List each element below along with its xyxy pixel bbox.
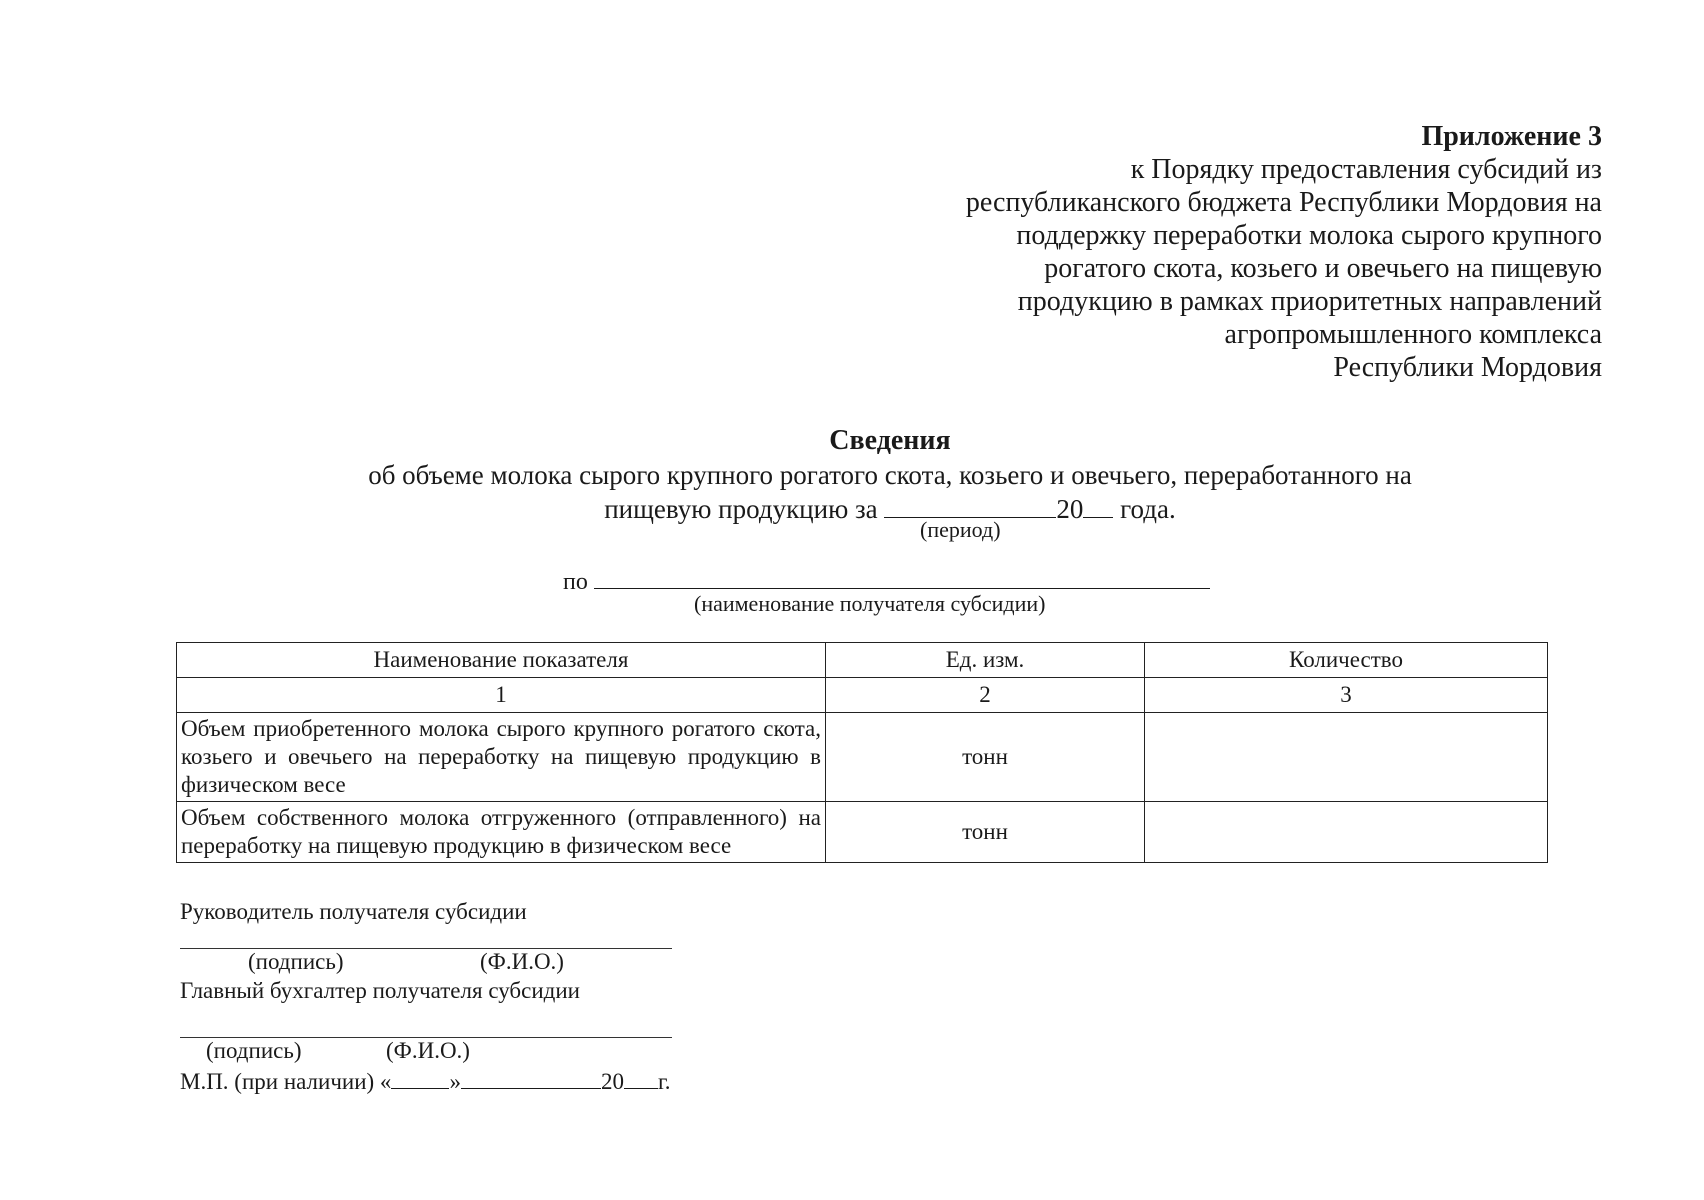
accountant-signature-line[interactable] xyxy=(180,1015,672,1038)
column-number: 3 xyxy=(1145,678,1548,713)
stamp-year: 20 xyxy=(600,1069,624,1094)
table-number-row xyxy=(177,678,1548,713)
row-quantity-cell[interactable] xyxy=(1145,802,1548,863)
stamp-suffix: г. xyxy=(657,1069,671,1094)
stamp-month-blank[interactable] xyxy=(461,1066,601,1089)
appendix-line: агропромышленного комплекса xyxy=(1224,319,1602,350)
row-unit: тонн xyxy=(826,802,1145,863)
head-signature-captions xyxy=(180,949,672,977)
appendix-line: республиканского бюджета Республики Мордовия на xyxy=(965,187,1602,218)
appendix-line: к Порядку предоставления субсидий из xyxy=(1130,154,1602,185)
accountant-label: Главный бухгалтер получателя субсидии xyxy=(180,978,580,1003)
stamp-mid: » xyxy=(449,1069,461,1094)
appendix-line: рогатого скота, козьего и овечьего на пищевую xyxy=(1044,253,1602,284)
year-blank[interactable] xyxy=(1083,495,1113,518)
document-heading xyxy=(300,424,1480,526)
stamp-line xyxy=(180,1066,672,1094)
appendix-title: Приложение 3 xyxy=(1421,121,1602,152)
row-indicator-name: Объем приобретенного молока сырого крупного рогатого скота, козьего и овечьего на переработку на пищевую продукцию в физическом весе xyxy=(177,713,826,802)
recipient-caption: (наименование получателя субсидии) xyxy=(694,591,1046,616)
accountant-name-caption: (Ф.И.О.) xyxy=(386,1038,470,1063)
signatures-block xyxy=(180,898,672,1094)
appendix-line: Республики Мордовия xyxy=(1333,352,1602,383)
row-indicator-name: Объем собственного молока отгруженного (отправленного) на переработку на пищевую продукцию в физическом весе xyxy=(177,802,826,863)
recipient-blank[interactable] xyxy=(594,566,1210,589)
head-sign-caption: (подпись) xyxy=(248,949,344,974)
header-quantity: Количество xyxy=(1145,643,1548,678)
appendix-line: поддержку переработки молока сырого крупного xyxy=(1016,220,1602,251)
heading-line-1: об объеме молока сырого крупного рогатого скота, козьего и овечьего, переработанного на xyxy=(368,460,1412,490)
heading-period-suffix: года. xyxy=(1120,494,1176,524)
head-label: Руководитель получателя субсидии xyxy=(180,899,527,924)
head-name-caption: (Ф.И.О.) xyxy=(480,949,564,974)
header-indicator: Наименование показателя xyxy=(177,643,826,678)
period-caption: (период) xyxy=(920,517,1001,542)
heading-year: 20 xyxy=(1056,494,1084,524)
appendix-line: продукцию в рамках приоритетных направлений xyxy=(1017,286,1602,317)
heading-period-prefix: пищевую продукцию за xyxy=(604,494,878,524)
table-row xyxy=(177,713,1548,802)
row-unit: тонн xyxy=(826,713,1145,802)
stamp-year-blank[interactable] xyxy=(624,1066,658,1089)
accountant-sign-caption: (подпись) xyxy=(206,1038,302,1063)
period-blank[interactable] xyxy=(884,495,1056,518)
stamp-prefix: М.П. (при наличии) « xyxy=(180,1069,392,1094)
column-number: 1 xyxy=(177,678,826,713)
table-header-row xyxy=(177,643,1548,678)
column-number: 2 xyxy=(826,678,1145,713)
header-unit: Ед. изм. xyxy=(826,643,1145,678)
stamp-day-blank[interactable] xyxy=(391,1066,449,1089)
accountant-signature-captions xyxy=(180,1038,672,1066)
data-table xyxy=(176,642,1548,863)
head-signature-line[interactable] xyxy=(180,926,672,949)
row-quantity-cell[interactable] xyxy=(1145,713,1548,802)
table-row xyxy=(177,802,1548,863)
document-title: Сведения xyxy=(829,425,951,456)
recipient-prefix: по xyxy=(563,569,588,595)
heading-line-2 xyxy=(300,492,1480,526)
appendix-block xyxy=(966,120,1602,384)
